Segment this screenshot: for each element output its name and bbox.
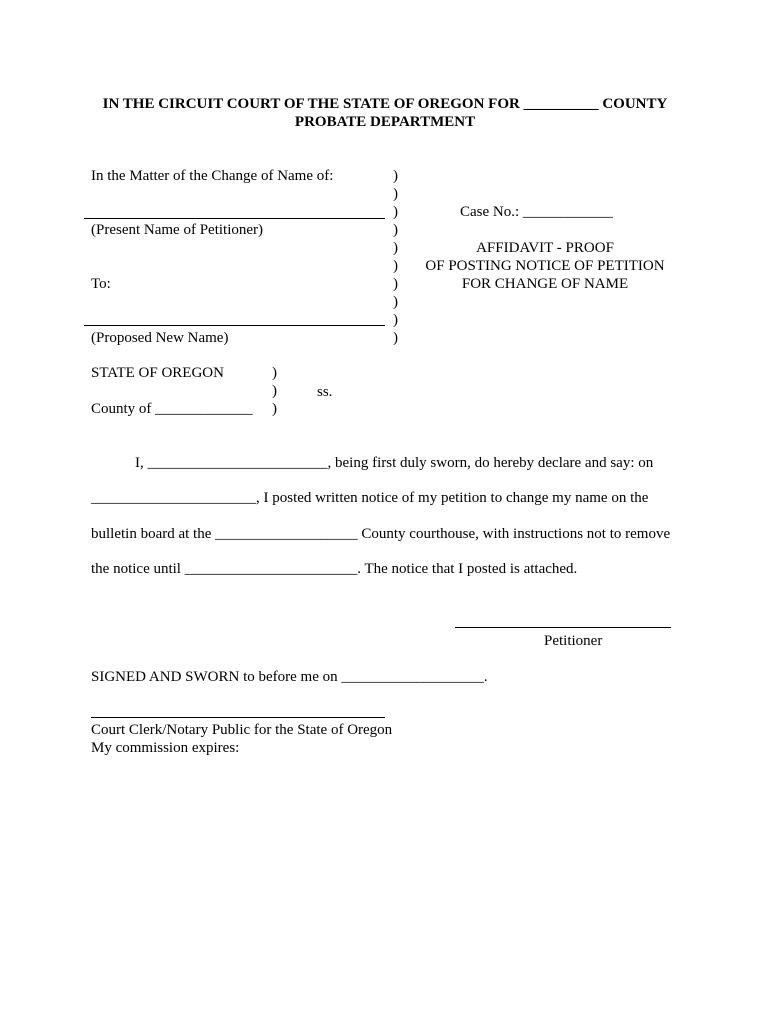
caption-paren: ) <box>393 186 398 202</box>
petitioner-signature-line <box>455 627 671 628</box>
proposed-name-line <box>84 325 385 326</box>
document-title-line: OF POSTING NOTICE OF PETITION <box>425 258 665 274</box>
caption-paren: ) <box>393 222 398 238</box>
document-title-line: FOR CHANGE OF NAME <box>461 276 629 292</box>
present-name-label: (Present Name of Petitioner) <box>91 222 264 238</box>
caption-paren: ) <box>393 204 398 220</box>
affidavit-text: bulletin board at the ___________________ County courthouse, with instructions not to remove <box>91 526 671 542</box>
proposed-name-label: (Proposed New Name) <box>91 330 229 346</box>
venue-paren: ) <box>272 383 277 399</box>
caption-paren: ) <box>393 258 398 274</box>
caption-paren: ) <box>393 294 398 310</box>
venue-paren: ) <box>272 365 277 381</box>
caption-paren: ) <box>393 168 398 184</box>
caption-paren: ) <box>393 240 398 256</box>
venue-paren: ) <box>272 401 277 417</box>
affidavit-text: the notice until _______________________. The notice that I posted is attached. <box>91 561 578 577</box>
matter-label: In the Matter of the Change of Name of: <box>91 168 334 184</box>
clerk-label: Court Clerk/Notary Public for the State of Oregon <box>91 722 393 738</box>
sworn-statement: SIGNED AND SWORN to before me on ___________________. <box>91 669 488 685</box>
department-heading: PROBATE DEPARTMENT <box>294 114 476 130</box>
caption-paren: ) <box>393 330 398 346</box>
caption-paren: ) <box>393 312 398 328</box>
document-title-line: AFFIDAVIT - PROOF <box>476 240 614 256</box>
to-label: To: <box>91 276 111 292</box>
caption-paren: ) <box>393 276 398 292</box>
court-heading: IN THE CIRCUIT COURT OF THE STATE OF OREGON FOR __________ COUNTY <box>102 96 668 112</box>
clerk-signature-line <box>91 717 385 718</box>
venue-county: County of _____________ <box>91 401 253 417</box>
commission-expires: My commission expires: <box>91 740 240 756</box>
present-name-line <box>84 218 385 219</box>
affidavit-text: ______________________, I posted written notice of my petition to change my name on the <box>91 490 649 506</box>
petitioner-label: Petitioner <box>544 633 603 649</box>
case-number: Case No.: ____________ <box>460 204 613 220</box>
venue-state: STATE OF OREGON <box>91 365 224 381</box>
affidavit-text: I, ________________________, being first duly sworn, do hereby declare and say: on <box>135 455 654 471</box>
venue-ss: ss. <box>317 384 333 400</box>
